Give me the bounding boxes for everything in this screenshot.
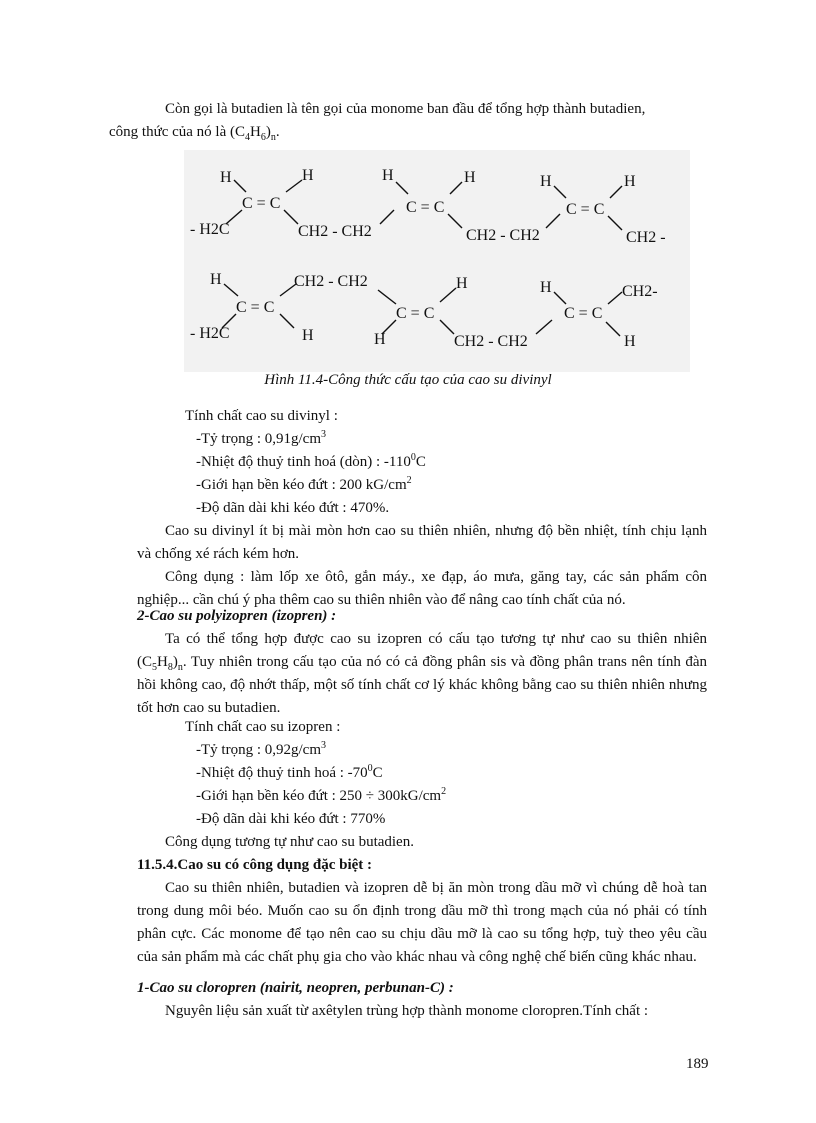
special-paragraph: Cao su thiên nhiên, butadien và izopren dễ bị ăn mòn trong dầu mỡ vì chúng dễ hoà tan trong dung môi béo. Muốn cao su ổn định trong dầu mỡ thì trong mạch của nó phải có tính phân cực. Các monome để tạo nên cao su chịu dầu mỡ là cao su tổng hợp, tuỳ theo yêu cầu của sản phẩm mà các chất phụ gia cho vào khác nhau và công nghệ chế biến cũng khác nhau. [137, 880, 707, 965]
group-label: CH2- [622, 283, 658, 300]
izopren-elongation: -Độ dãn dài khi kéo đứt : 770% [196, 811, 386, 827]
divinyl-usage: Công dụng : làm lốp xe ôtô, gắn máy., xe đạp, áo mưa, găng tay, các sản phẩm côn nghiệp... cần chú ý pha thêm cao su thiên nhiên vào để nâng cao tính chất của nó. [137, 569, 707, 608]
divinyl-paragraph: Cao su divinyl ít bị mài mòn hơn cao su thiên nhiên, nhưng độ bền nhiệt, tính chịu lạnh và chống xé rách kém hơn. [137, 523, 707, 562]
group-label: CH2 - CH2 [294, 273, 368, 290]
izopren-paragraph: Ta có thể tổng hợp được cao su izopren có cấu tạo tương tự như cao su thiên nhiên $(C_5H_8)_n$. Tuy nhiên trong cấu tạo của nó có cả đồng phân sis và đồng phân trans nên tính đàn hồi không cao, độ nhớt thấp, một số tính chất cơ lý khác không bằng cao su thiên nhiên nhưng tốt hơn cao su butadien. [137, 631, 707, 716]
atom-label: H [302, 327, 314, 344]
divinyl-props-title: Tính chất cao su divinyl : [185, 408, 338, 424]
group-label: - H2C [190, 221, 230, 238]
atom-label: H [302, 167, 314, 184]
divinyl-structure-diagram [184, 150, 690, 372]
double-bond-label: C = C [566, 201, 605, 218]
atom-label: H [540, 279, 552, 296]
divinyl-density: -Tỷ trọng : $0,91g/cm^3$ [196, 429, 326, 447]
atom-label: H [464, 169, 476, 186]
atom-label: H [210, 271, 222, 288]
izopren-tensile: -Giới hạn bền kéo đứt : $250 \div 300kG/cm^2$ [196, 786, 447, 804]
divinyl-glass-temp: -Nhiệt độ thuỷ tinh hoá (dòn) : $-110^0C$ [196, 452, 426, 470]
atom-label: H [624, 173, 636, 190]
double-bond-label: C = C [396, 305, 435, 322]
izopren-heading: 2-Cao su polyizopren (izopren) : [137, 608, 337, 624]
double-bond-label: C = C [236, 299, 275, 316]
atom-label: H [220, 169, 232, 186]
double-bond-label: C = C [564, 305, 603, 322]
group-label: CH2 - CH2 [298, 223, 372, 240]
atom-label: H [382, 167, 394, 184]
double-bond-label: C = C [406, 199, 445, 216]
atom-label: H [374, 331, 386, 348]
structural-formula-figure [184, 150, 690, 372]
double-bond-label: C = C [242, 195, 281, 212]
izopren-density: -Tỷ trọng : $0,92g/cm^3$ [196, 740, 326, 758]
atom-label: H [456, 275, 468, 292]
cloropren-paragraph: Nguyên liệu sản xuất từ axêtylen trùng hợp thành monome cloropren.Tính chất : [165, 1003, 649, 1019]
special-heading: 11.5.4.Cao su có công dụng đặc biệt : [137, 857, 373, 873]
divinyl-elongation: -Độ dãn dài khi kéo đứt : 470%. [196, 500, 390, 516]
izopren-props-title: Tính chất cao su izopren : [185, 719, 341, 735]
atom-label: H [624, 333, 636, 350]
divinyl-tensile: -Giới hạn bền kéo đứt : 200 $kG/cm^2$ [196, 475, 412, 493]
group-label: CH2 - CH2 [466, 227, 540, 244]
group-label: CH2 - CH2 [454, 333, 528, 350]
group-label: - H2C [190, 325, 230, 342]
page-number: 189 [686, 1056, 709, 1072]
cloropren-heading: 1-Cao su cloropren (nairit, neopren, perbunan-C) : [137, 980, 454, 996]
group-label: CH2 - [626, 229, 666, 246]
figure-caption: Hình 11.4-Công thức cấu tạo của cao su divinyl [264, 372, 552, 388]
atom-label: H [540, 173, 552, 190]
intro-paragraph: Còn gọi là butadien là tên gọi của monome ban đầu để tổng hợp thành butadien, công thức của nó là $(C_4H_6)_n$. [109, 101, 646, 143]
izopren-glass-temp: -Nhiệt độ thuỷ tinh hoá : $-70^0C$ [196, 763, 383, 781]
izopren-usage: Công dụng tương tự như cao su butadien. [165, 834, 414, 850]
